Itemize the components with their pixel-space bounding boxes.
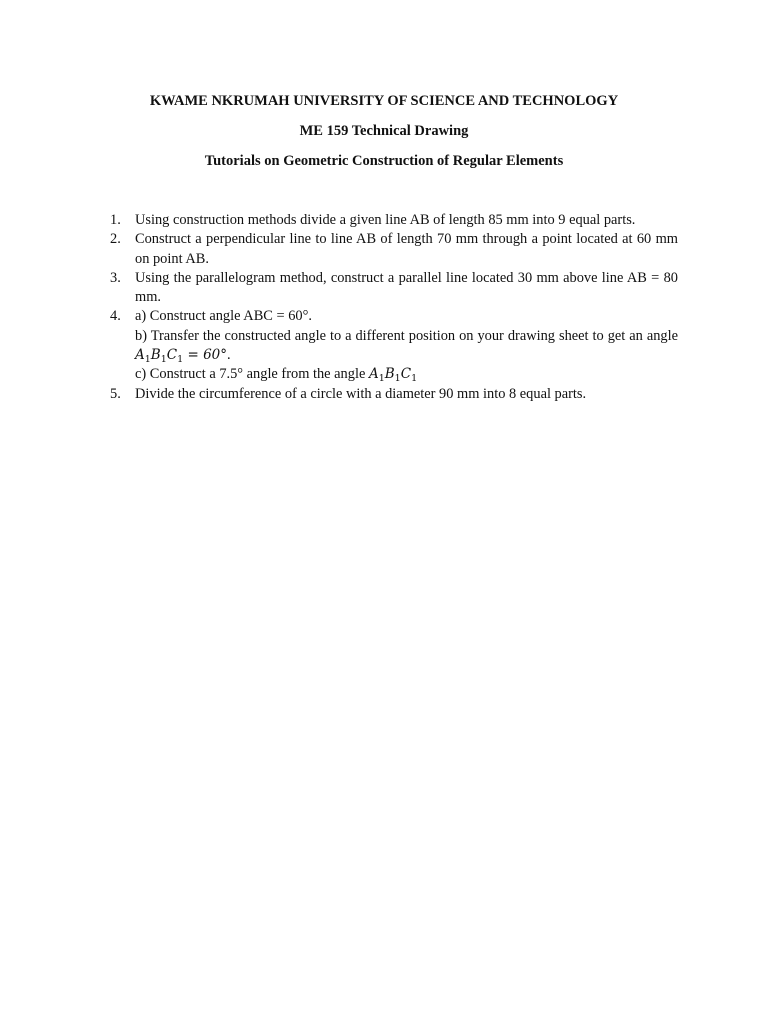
exercise-list bbox=[110, 211, 678, 404]
item-number: 4. bbox=[110, 308, 121, 325]
math-expression-angle-equals bbox=[135, 347, 227, 366]
part-b-suffix: . bbox=[227, 347, 231, 364]
item-number: 3. bbox=[110, 269, 121, 286]
item-text: Construct a perpendicular line to line AB of length 70 mm through a point located at 60 mm on point AB. bbox=[135, 231, 678, 267]
tutorial-title: Tutorials on Geometric Construction of Regular Elements bbox=[204, 153, 564, 169]
item-part-c bbox=[135, 365, 678, 384]
list-item bbox=[110, 307, 678, 384]
list-item bbox=[110, 385, 678, 404]
item-number: 2. bbox=[110, 231, 121, 248]
math-expression-angle bbox=[368, 366, 418, 385]
course-title: ME 159 Technical Drawing bbox=[299, 123, 469, 139]
math-text: $A_1B_1C_1 = 60^\circ$ bbox=[135, 347, 227, 366]
item-text: Using the parallelogram method, construct a parallel line located 30 mm above line AB = 80 mm. bbox=[135, 269, 678, 306]
list-item bbox=[110, 211, 678, 230]
item-part-b bbox=[135, 327, 678, 366]
math-text: $A_1B_1C_1$ bbox=[368, 366, 418, 385]
item-text: Using construction methods divide a given line AB of length 85 mm into 9 equal parts. bbox=[135, 212, 636, 228]
university-name: KWAME NKRUMAH UNIVERSITY OF SCIENCE AND TECHNOLOGY bbox=[149, 93, 619, 109]
item-number: 1. bbox=[110, 212, 121, 228]
part-c-text: c) Construct a 7.5° angle from the angle bbox=[135, 366, 366, 383]
list-item bbox=[110, 230, 678, 269]
list-item bbox=[110, 269, 678, 308]
item-part-a: a) Construct angle ABC = 60°. bbox=[135, 308, 312, 325]
part-b-text: b) Transfer the constructed angle to a different position on your drawing sheet to get an angle bbox=[135, 327, 678, 344]
item-text: Divide the circumference of a circle with a diameter 90 mm into 8 equal parts. bbox=[135, 385, 587, 402]
item-number: 5. bbox=[110, 385, 121, 402]
